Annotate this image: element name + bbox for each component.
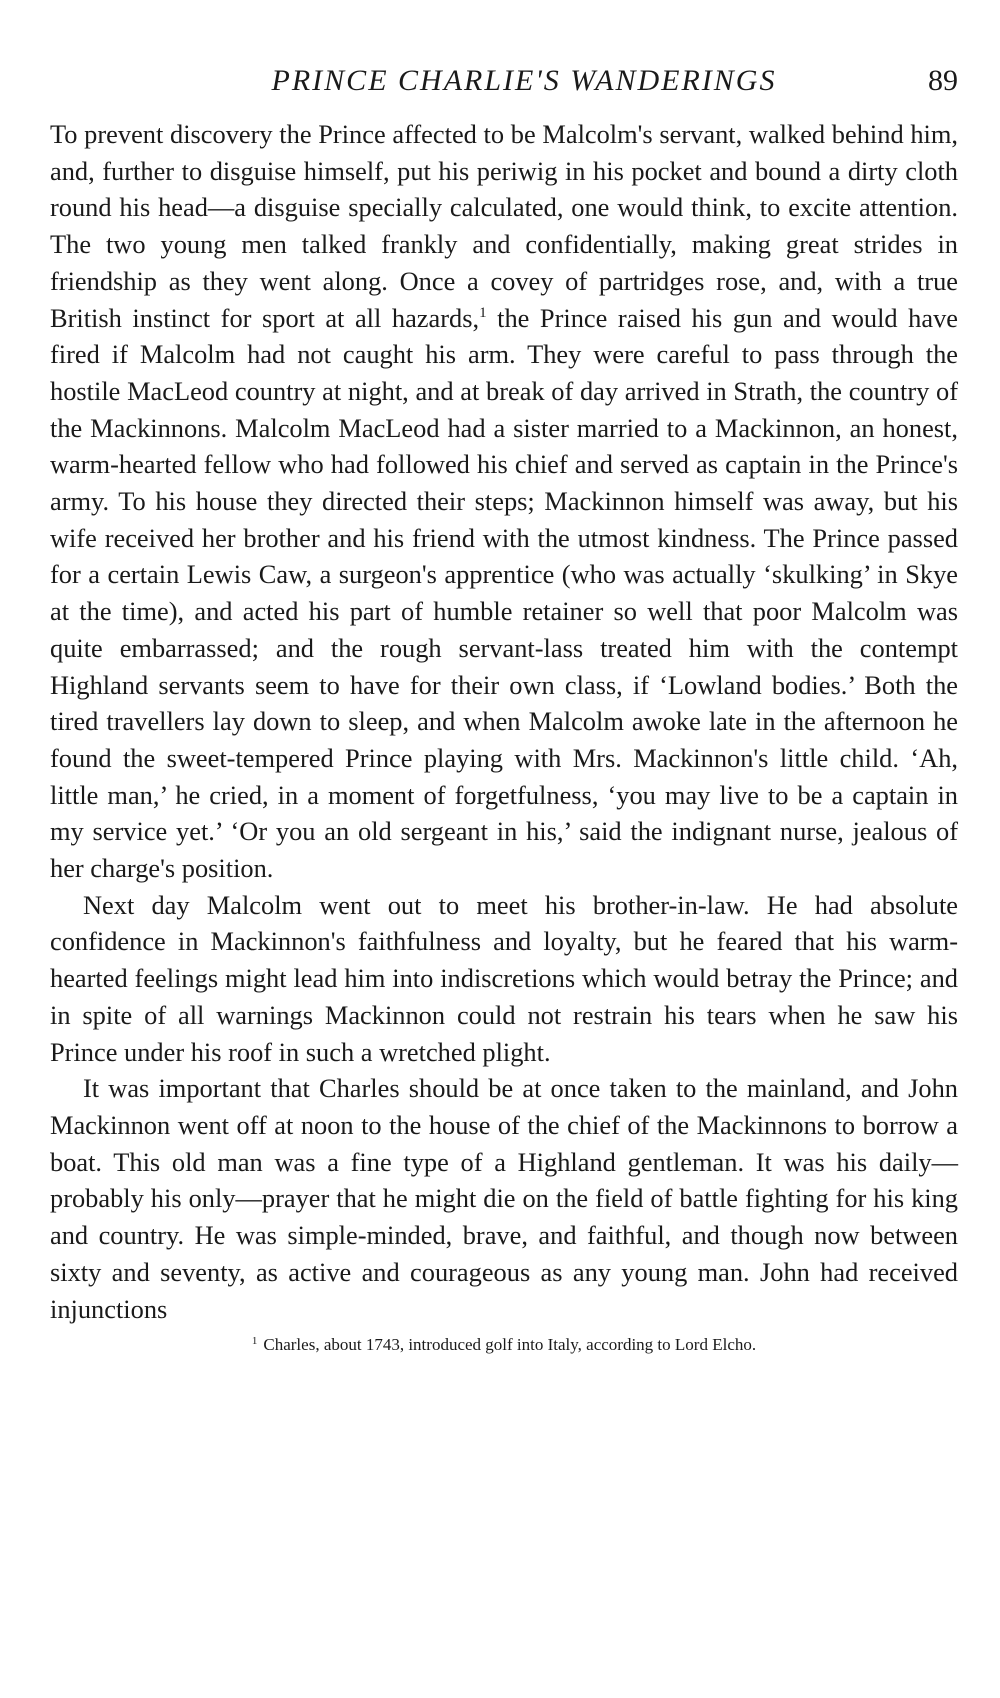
footnote (50, 1333, 958, 1357)
paragraph-3: It was important that Charles should be at once taken to the mainland, and John Mackinnon went off at noon to the house of the chief of the Mackinnons to borrow a boat. This old man was a fine type of a Highland gentleman. It was his daily—probably his only—prayer that he might die on the field of battle fighting for his king and country. He was simple-minded, brave, and faithful, and though now between sixty and seventy, as active and courageous as any young man. John had received injunctions (50, 1073, 958, 1324)
book-page (50, 64, 958, 1357)
paragraph-1 (50, 116, 958, 887)
footnote-reference: 1 (479, 304, 487, 321)
page-number: 89 (928, 64, 958, 97)
footnote-text: Charles, about 1743, introduced golf into Italy, according to Lord Elcho. (263, 1335, 757, 1355)
running-title: PRINCE CHARLIE'S WANDERINGS (271, 64, 777, 97)
paragraph-2: Next day Malcolm went out to meet his brother-in-law. He had absolute confidence in Mackinnon's faithfulness and loyalty, but he feared that his warm-hearted feelings might lead him into indiscretions which would betray the Prince; and in spite of all warnings Mackinnon could not restrain his tears when he saw his Prince under his roof in such a wretched plight. (50, 889, 958, 1067)
paragraph-1-text-b: the Prince raised his gun and would have fired if Malcolm had not caught his arm. They were careful to pass through the hostile MacLeod country at night, and at break of day arrived in Strath, the country of the Mackinnons. Malcolm MacLeod had a sister married to a Mackinnon, an honest, warm-hearted fellow who had followed his chief and served as captain in the Prince's army. To his house they directed their steps; Mackinnon himself was away, but his wife received her brother and his friend with the utmost kindness. The Prince passed for a certain Lewis Caw, a surgeon's apprentice (who was actually ‘skulking’ in Skye at the time), and acted his part of humble retainer so well that poor Malcolm was quite embarrassed; and the rough servant-lass treated him with the contempt Highland servants seem to have for their own class, if ‘Lowland bodies.’ Both the tired travellers lay down to sleep, and when Malcolm awoke late in the afternoon he found the sweet-tempered Prince playing with Mrs. Mackinnon's little child. ‘Ah, little man,’ he cried, in a moment of forgetfulness, ‘you may live to be a captain in my service yet.’ ‘Or you an old sergeant in his,’ said the indignant nurse, jealous of her charge's position. (50, 302, 958, 884)
paragraph-1-text-a: To prevent discovery the Prince affected to be Malcolm's servant, walked behind him, and, further to disguise himself, put his periwig in his pocket and bound a dirty cloth round his head—a disguise specially calculated, one would think, to excite attention. The two young men talked frankly and confidentially, making great strides in friendship as they went along. Once a covey of partridges rose, and, with a true British instinct for sport at all hazards, (50, 119, 958, 333)
running-header (50, 64, 958, 108)
footnote-marker: 1 (251, 1335, 258, 1348)
